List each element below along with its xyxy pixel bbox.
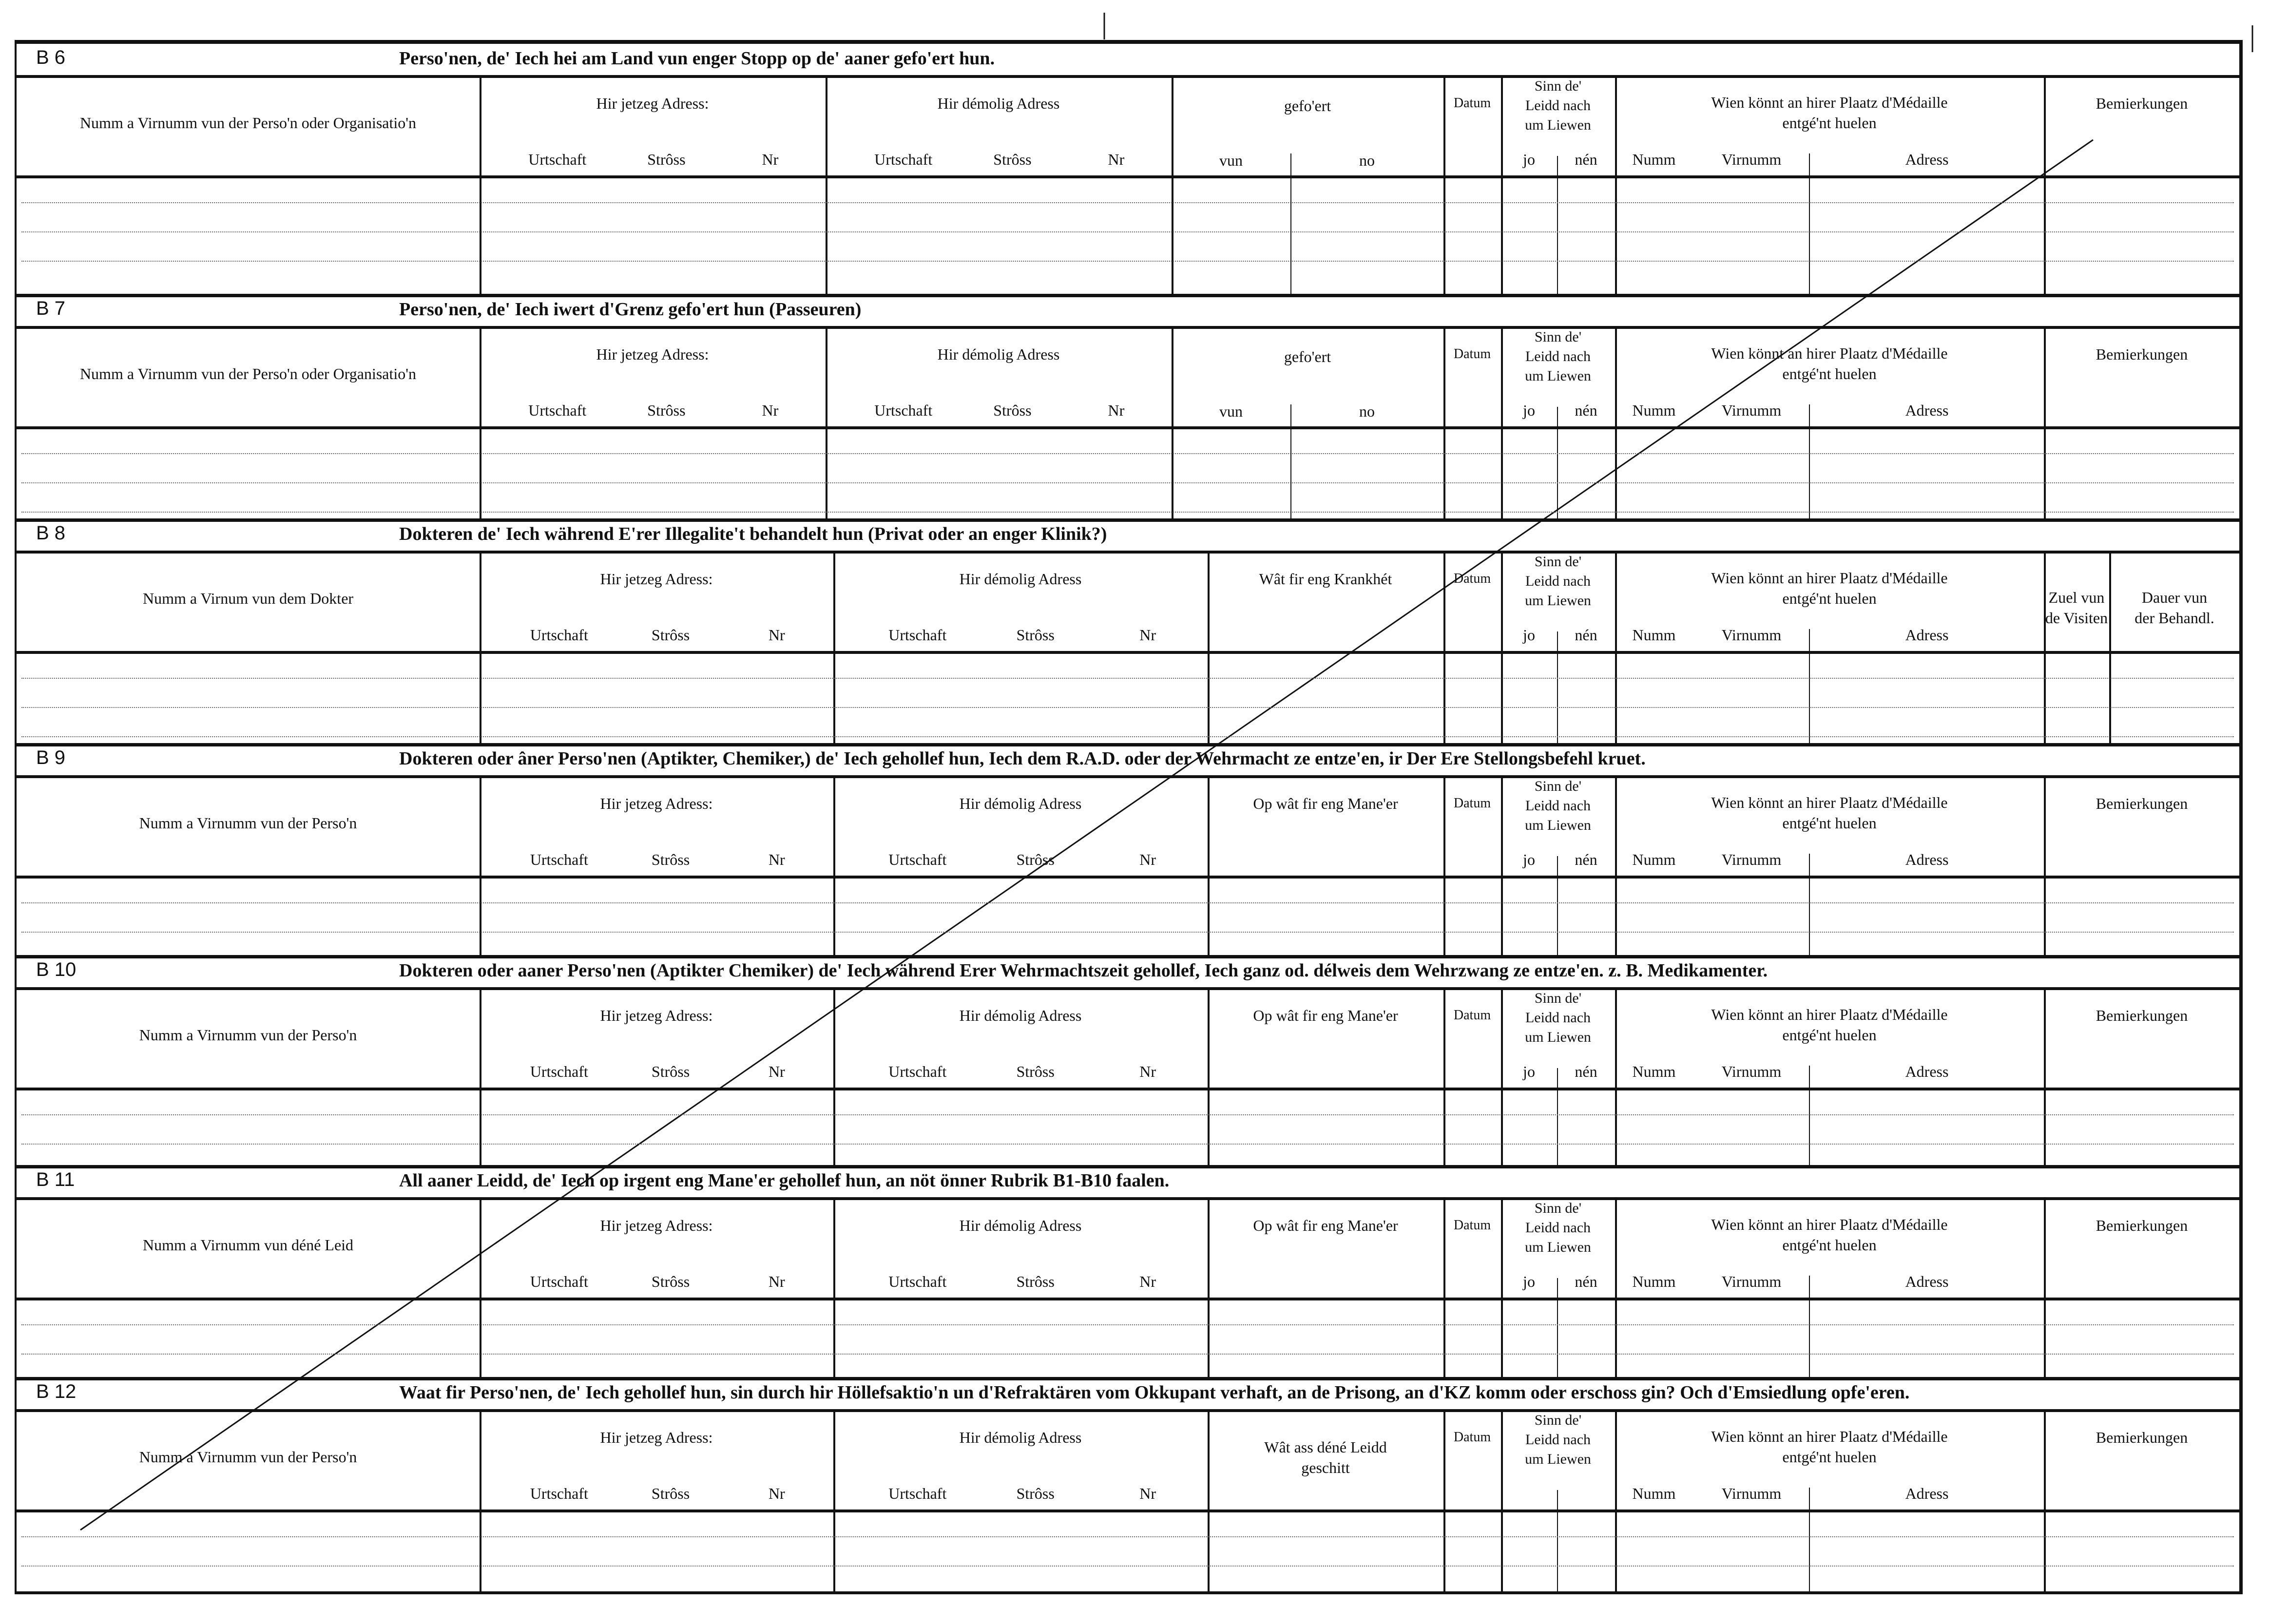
street-label: Strôss [1016,1063,1055,1080]
entry-line [21,678,2234,679]
column-subdivider [1290,153,1291,295]
sense-header: Sinn de' [1534,1200,1582,1216]
title-rule [17,987,2240,990]
firstname-label: Virnumm [1721,1063,1782,1080]
town-label: Urtschaft [530,1063,588,1080]
column-subdivider [1809,1488,1810,1592]
title-rule [17,775,2240,778]
title-rule [17,326,2240,329]
town-label: Urtschaft [528,151,587,168]
surname-label: Numm [1632,1063,1676,1080]
header-rule [17,876,2240,879]
address-label: Adress [1905,626,1949,644]
entry-line [21,1536,2234,1537]
entry-line [21,1114,2234,1115]
section-code: B 12 [36,1381,77,1402]
column-subdivider [1809,854,1810,956]
column-subdivider [1809,1066,1810,1166]
section-top-rule [17,955,2240,958]
yes-label: jo [1523,626,1535,644]
sense-header: um Liewen [1525,1451,1591,1467]
date-header: Datum [1453,796,1491,811]
column-subdivider [1557,631,1558,744]
date-header: Datum [1453,346,1491,362]
town-label: Urtschaft [874,401,933,419]
punch-mark: | [2250,20,2256,52]
medal-recipient-header: Wien könnt an hirer Plaatz d'Médaille [1711,569,1948,587]
previous-address-header: Hir démolig Adress [959,1217,1082,1234]
section-code: B 7 [36,298,66,319]
sense-header: Sinn de' [1534,778,1582,794]
firstname-label: Virnumm [1721,1273,1782,1290]
surname-label: Numm [1632,1485,1676,1502]
entry-line [21,1144,2234,1145]
address-label: Adress [1905,401,1949,419]
sense-header: Sinn de' [1534,554,1582,570]
town-label: Urtschaft [888,1063,947,1080]
remarks-header: Bemierkungen [2096,1217,2188,1234]
yes-label: jo [1523,1273,1535,1290]
date-header: Datum [1453,1008,1491,1023]
medal-recipient-header: entgé'nt huelen [1782,114,1877,132]
visits-header: de Visiten [2045,609,2108,627]
column-subdivider [1809,1276,1810,1378]
street-label: Strôss [1016,1273,1055,1290]
title-rule [17,551,2240,554]
current-address-header: Hir jetzeg Adress: [600,1217,713,1234]
current-address-header: Hir jetzeg Adress: [600,1007,713,1024]
medal-recipient-header: entgé'nt huelen [1782,1026,1877,1044]
number-label: Nr [1108,151,1125,168]
medal-recipient-header: Wien könnt an hirer Plaatz d'Médaille [1711,1006,1948,1023]
sense-header: um Liewen [1525,117,1591,133]
column-divider [2044,552,2046,744]
column-subdivider [1557,1068,1558,1166]
address-label: Adress [1905,1063,1949,1080]
column-subdivider [1809,629,1810,744]
current-address-header: Hir jetzeg Adress: [600,570,713,588]
entry-line [21,231,2234,232]
name-column-header: Numm a Virnumm vun déné Leid [142,1236,354,1254]
entry-line [21,1566,2234,1567]
section-top-rule [17,294,2240,297]
sense-header: um Liewen [1525,1239,1591,1255]
medal-recipient-header: entgé'nt huelen [1782,590,1877,607]
duration-header: Dauer vun [2141,589,2208,606]
number-label: Nr [768,1273,785,1290]
number-label: Nr [768,626,785,644]
yes-label: jo [1523,1063,1535,1080]
town-label: Urtschaft [530,626,588,644]
town-label: Urtschaft [888,1485,947,1502]
column-subdivider [1557,407,1558,519]
town-label: Urtschaft [530,1273,588,1290]
medal-recipient-header: Wien könnt an hirer Plaatz d'Médaille [1711,1428,1948,1445]
section-b6 [17,44,2240,295]
number-label: Nr [762,401,779,419]
name-column-header: Numm a Virnumm vun der Perso'n oder Organisatio'n [79,114,417,132]
number-label: Nr [1108,401,1125,419]
date-header: Datum [1453,96,1491,111]
entry-line [21,1354,2234,1355]
number-label: Nr [768,1485,785,1502]
no-label: nén [1575,1273,1597,1290]
sense-header: Sinn de' [1534,990,1582,1006]
previous-address-header: Hir démolig Adress [937,95,1060,112]
medal-recipient-header: Wien könnt an hirer Plaatz d'Médaille [1711,94,1948,111]
name-column-header: Numm a Virnumm vun der Perso'n [139,1448,357,1466]
column-subdivider [1557,856,1558,956]
number-label: Nr [1139,1063,1156,1080]
no-label: nén [1575,1063,1597,1080]
section-top-rule [17,743,2240,746]
address-label: Adress [1905,151,1949,168]
number-label: Nr [762,151,779,168]
town-label: Urtschaft [888,626,947,644]
town-label: Urtschaft [530,1485,588,1502]
date-header: Datum [1453,1218,1491,1233]
no-label: nén [1575,151,1597,168]
sense-header: Leidd nach [1525,573,1591,589]
sense-header: Leidd nach [1525,1220,1591,1236]
section-title: All aaner Leidd, de' Iech op irgent eng Mane'er gehollef hun, an nöt önner Rubrik B1-B10 faalen. [399,1170,1170,1191]
column-divider [2109,552,2111,744]
name-column-header: Numm a Virnumm vun der Perso'n [139,814,357,832]
street-label: Strôss [1016,1485,1055,1502]
header-rule [17,651,2240,654]
to-label: no [1359,152,1375,169]
section-b12 [17,1378,2240,1592]
sense-header: Leidd nach [1525,798,1591,814]
number-label: Nr [768,851,785,868]
number-label: Nr [1139,626,1156,644]
medal-recipient-header: entgé'nt huelen [1782,814,1877,832]
surname-label: Numm [1632,1273,1676,1290]
street-label: Strôss [647,151,686,168]
medal-recipient-header: Wien könnt an hirer Plaatz d'Médaille [1711,344,1948,362]
number-label: Nr [1139,1485,1156,1502]
address-label: Adress [1905,1273,1949,1290]
section-title: Perso'nen, de' Iech iwert d'Grenz gefo'ert hun (Passeuren) [399,299,862,320]
header-rule [17,1298,2240,1300]
street-label: Strôss [651,1063,690,1080]
section-top-rule [17,1377,2240,1380]
from-label: vun [1219,152,1243,169]
section-code: B 8 [36,522,66,544]
yes-label: jo [1523,401,1535,419]
section-title: Dokteren oder âner Perso'nen (Aptikter, Chemiker,) de' Iech gehollef hun, Iech dem R.A.D. oder der Wehrmacht ze entze'en, ir Der Ere Stellongsbefehl kruet. [399,748,1646,769]
section-code: B 10 [36,959,77,980]
entry-line [21,202,2234,203]
street-label: Strôss [1016,626,1055,644]
street-label: Strôss [993,151,1032,168]
medal-recipient-header: entgé'nt huelen [1782,1236,1877,1254]
address-label: Adress [1905,851,1949,868]
town-label: Urtschaft [528,401,587,419]
name-column-header: Numm a Virnumm vun der Perso'n [139,1026,357,1044]
header-rule [17,426,2240,429]
extra-column-header: Op wât fir eng Mane'er [1253,1217,1398,1234]
medal-recipient-header: entgé'nt huelen [1782,1448,1877,1466]
street-label: Strôss [993,401,1032,419]
section-b9 [17,744,2240,956]
to-label: no [1359,402,1375,420]
remarks-header: Bemierkungen [2096,1429,2188,1446]
no-label: nén [1575,401,1597,419]
section-top-rule [17,1165,2240,1168]
section-title: Dokteren de' Iech während E'rer Illegalite't behandelt hun (Privat oder an enger Klinik?) [399,524,1107,544]
sense-header: Leidd nach [1525,1432,1591,1448]
section-b11 [17,1166,2240,1378]
from-label: vun [1219,402,1243,420]
what-happened-header: Wât ass déné Leidd [1264,1438,1387,1456]
title-rule [17,1409,2240,1412]
current-address-header: Hir jetzeg Adress: [600,795,713,812]
street-label: Strôss [651,626,690,644]
address-label: Adress [1905,1485,1949,1502]
entry-line [21,902,2234,903]
current-address-header: Hir jetzeg Adress: [600,1429,713,1446]
header-rule [17,1509,2240,1512]
sense-header: Sinn de' [1534,78,1582,94]
street-label: Strôss [647,401,686,419]
number-label: Nr [1139,1273,1156,1290]
entry-line [21,932,2234,933]
previous-address-header: Hir démolig Adress [959,795,1082,812]
duration-header: der Behandl. [2134,609,2214,627]
entry-line [21,482,2234,483]
street-label: Strôss [651,1273,690,1290]
section-title: Waat fir Perso'nen, de' Iech gehollef hun, sin durch hir Höllefsaktio'n un d'Refraktären vom Okkupant verhaft, an de Prisong, an d'KZ komm oder erschoss gin? Och d'Emsiedlung opfe'eren. [399,1382,1910,1403]
previous-address-header: Hir démolig Adress [959,1429,1082,1446]
date-header: Datum [1453,571,1491,586]
number-label: Nr [768,1063,785,1080]
transported-header: gefo'ert [1284,348,1331,365]
previous-address-header: Hir démolig Adress [959,570,1082,588]
sense-header: um Liewen [1525,817,1591,833]
yes-label: jo [1523,151,1535,168]
no-label: nén [1575,851,1597,868]
firstname-label: Virnumm [1721,626,1782,644]
yes-label: jo [1523,851,1535,868]
section-b10 [17,956,2240,1166]
entry-line [21,707,2234,708]
town-label: Urtschaft [888,851,947,868]
extra-column-header: Op wât fir eng Mane'er [1253,1007,1398,1024]
current-address-header: Hir jetzeg Adress: [596,95,709,112]
entry-line [21,261,2234,262]
title-rule [17,1197,2240,1200]
transported-header: gefo'ert [1284,97,1331,115]
sense-header: Leidd nach [1525,1010,1591,1026]
street-label: Strôss [651,1485,690,1502]
section-title: Dokteren oder aaner Perso'nen (Aptikter Chemiker) de' Iech während Erer Wehrmachtszeit gehollef, Iech ganz od. délweis dem Wehrzwang ze entze'en. z. B. Medikamenter. [399,960,1768,981]
entry-line [21,453,2234,454]
entry-line [21,512,2234,513]
number-label: Nr [1139,851,1156,868]
sense-header: Sinn de' [1534,1412,1582,1428]
header-rule [17,175,2240,178]
town-label: Urtschaft [874,151,933,168]
sense-header: um Liewen [1525,592,1591,609]
remarks-header: Bemierkungen [2096,795,2188,812]
section-title: Perso'nen, de' Iech hei am Land vun enger Stopp op de' aaner gefo'ert hun. [399,48,995,69]
firstname-label: Virnumm [1721,851,1782,868]
name-column-header: Numm a Virnumm vun der Perso'n oder Organisatio'n [79,365,417,382]
previous-address-header: Hir démolig Adress [937,345,1060,363]
town-label: Urtschaft [530,851,588,868]
medal-recipient-header: entgé'nt huelen [1782,365,1877,382]
header-rule [17,1088,2240,1090]
medal-recipient-header: Wien könnt an hirer Plaatz d'Médaille [1711,1216,1948,1233]
current-address-header: Hir jetzeg Adress: [596,345,709,363]
sense-header: Leidd nach [1525,348,1591,364]
name-column-header: Numm a Virnum vun dem Dokter [142,590,354,607]
sense-header: Sinn de' [1534,329,1582,345]
entry-line [21,736,2234,737]
column-subdivider [1809,404,1810,519]
column-subdivider [1557,1278,1558,1378]
section-code: B 6 [36,47,66,68]
firstname-label: Virnumm [1721,401,1782,419]
surname-label: Numm [1632,851,1676,868]
no-label: nén [1575,626,1597,644]
firstname-label: Virnumm [1721,151,1782,168]
surname-label: Numm [1632,626,1676,644]
section-code: B 11 [36,1169,75,1190]
sense-header: um Liewen [1525,1029,1591,1045]
sense-header: um Liewen [1525,368,1591,384]
visits-header: Zuel vun [2048,589,2105,606]
title-rule [17,75,2240,78]
street-label: Strôss [1016,851,1055,868]
surname-label: Numm [1632,401,1676,419]
remarks-header: Bemierkungen [2096,1007,2188,1024]
extra-column-header: Wât fir eng Krankhét [1259,570,1392,588]
remarks-header: Bemierkungen [2096,95,2188,112]
column-subdivider [1557,1490,1558,1592]
remarks-header: Bemierkungen [2096,345,2188,363]
town-label: Urtschaft [888,1273,947,1290]
entry-line [21,1324,2234,1325]
date-header: Datum [1453,1430,1491,1445]
section-b7 [17,295,2240,519]
punch-mark: | [1101,7,1108,39]
extra-column-header: Op wât fir eng Mane'er [1253,795,1398,812]
previous-address-header: Hir démolig Adress [959,1007,1082,1024]
column-subdivider [1809,153,1810,295]
column-subdivider [1557,156,1558,295]
sense-header: Leidd nach [1525,97,1591,114]
what-happened-header: geschitt [1301,1459,1350,1476]
surname-label: Numm [1632,151,1676,168]
medal-recipient-header: Wien könnt an hirer Plaatz d'Médaille [1711,794,1948,811]
street-label: Strôss [651,851,690,868]
section-b8 [17,519,2240,744]
firstname-label: Virnumm [1721,1485,1782,1502]
section-code: B 9 [36,747,66,768]
section-top-rule [17,518,2240,522]
